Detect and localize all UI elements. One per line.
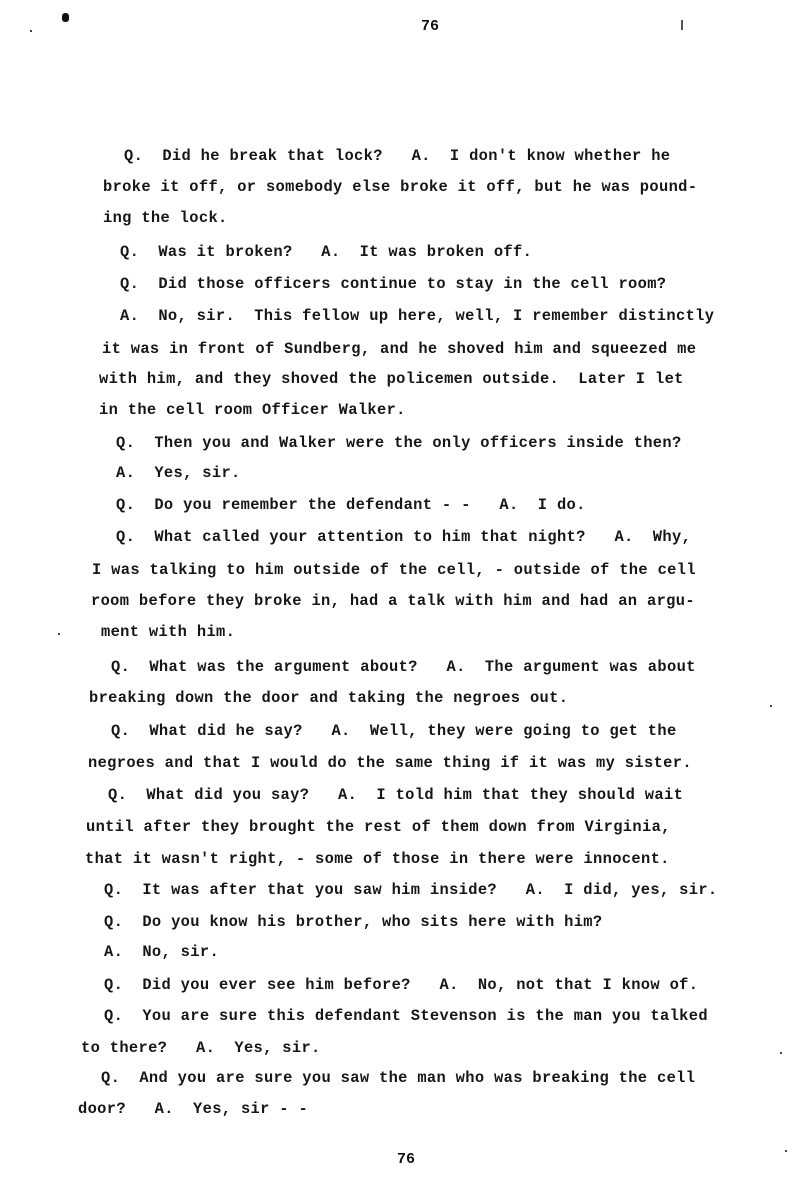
transcript-line: door? A. Yes, sir - - (78, 1100, 309, 1118)
transcript-line: Q. What called your attention to him that night? A. Why, (116, 528, 692, 546)
transcript-line: Q. It was after that you saw him inside? A. I did, yes, sir. (104, 881, 718, 899)
transcript-line: Q. What did you say? A. I told him that they should wait (108, 786, 684, 804)
transcript-line: I was talking to him outside of the cell, - outside of the cell (92, 561, 696, 579)
transcript-line: Q. Did those officers continue to stay in the cell room? (120, 275, 667, 293)
transcript-line: room before they broke in, had a talk with him and had an argu- (91, 592, 695, 610)
scan-speck (785, 1150, 787, 1152)
scan-speck (780, 1052, 782, 1054)
transcript-line: ment with him. (101, 623, 236, 641)
transcript-line: Q. What was the argument about? A. The argument was about (111, 658, 696, 676)
transcript-line: Q. Then you and Walker were the only officers inside then? (116, 434, 682, 452)
transcript-line: Q. Did he break that lock? A. I don't know whether he (124, 147, 671, 165)
transcript-line: Q. You are sure this defendant Stevenson is the man you talked (104, 1007, 708, 1025)
transcript-line: Q. Did you ever see him before? A. No, not that I know of. (104, 976, 699, 994)
transcript-line: Q. Do you remember the defendant - - A. I do. (116, 496, 586, 514)
transcript-line: Q. What did he say? A. Well, they were going to get the (111, 722, 677, 740)
transcript-line: that it wasn't right, - some of those in there were innocent. (85, 850, 670, 868)
page-number-top: 76 (421, 18, 440, 35)
transcript-line: in the cell room Officer Walker. (99, 401, 406, 419)
transcript-line: with him, and they shoved the policemen outside. Later I let (99, 370, 684, 388)
transcript-line: it was in front of Sundberg, and he shoved him and squeezed me (102, 340, 697, 358)
transcript-line: negroes and that I would do the same thing if it was my sister. (88, 754, 692, 772)
margin-mark (681, 20, 683, 30)
scan-speck (770, 705, 772, 707)
transcript-line: A. No, sir. This fellow up here, well, I remember distinctly (120, 307, 715, 325)
transcript-line: to there? A. Yes, sir. (81, 1039, 321, 1057)
scan-speck (58, 633, 60, 635)
transcript-line: ing the lock. (103, 209, 228, 227)
transcript-line: A. No, sir. (104, 943, 220, 961)
transcript-line: Q. Do you know his brother, who sits here with him? (104, 913, 603, 931)
transcript-line: A. Yes, sir. (116, 464, 241, 482)
ink-blot (62, 13, 69, 22)
page-number-bottom: 76 (397, 1151, 416, 1168)
transcript-line: breaking down the door and taking the negroes out. (89, 689, 569, 707)
transcript-line: Q. And you are sure you saw the man who was breaking the cell (101, 1069, 696, 1087)
transcript-line: broke it off, or somebody else broke it off, but he was pound- (103, 178, 698, 196)
scan-speck (30, 30, 32, 32)
transcript-line: Q. Was it broken? A. It was broken off. (120, 243, 533, 261)
transcript-line: until after they brought the rest of them down from Virginia, (86, 818, 671, 836)
